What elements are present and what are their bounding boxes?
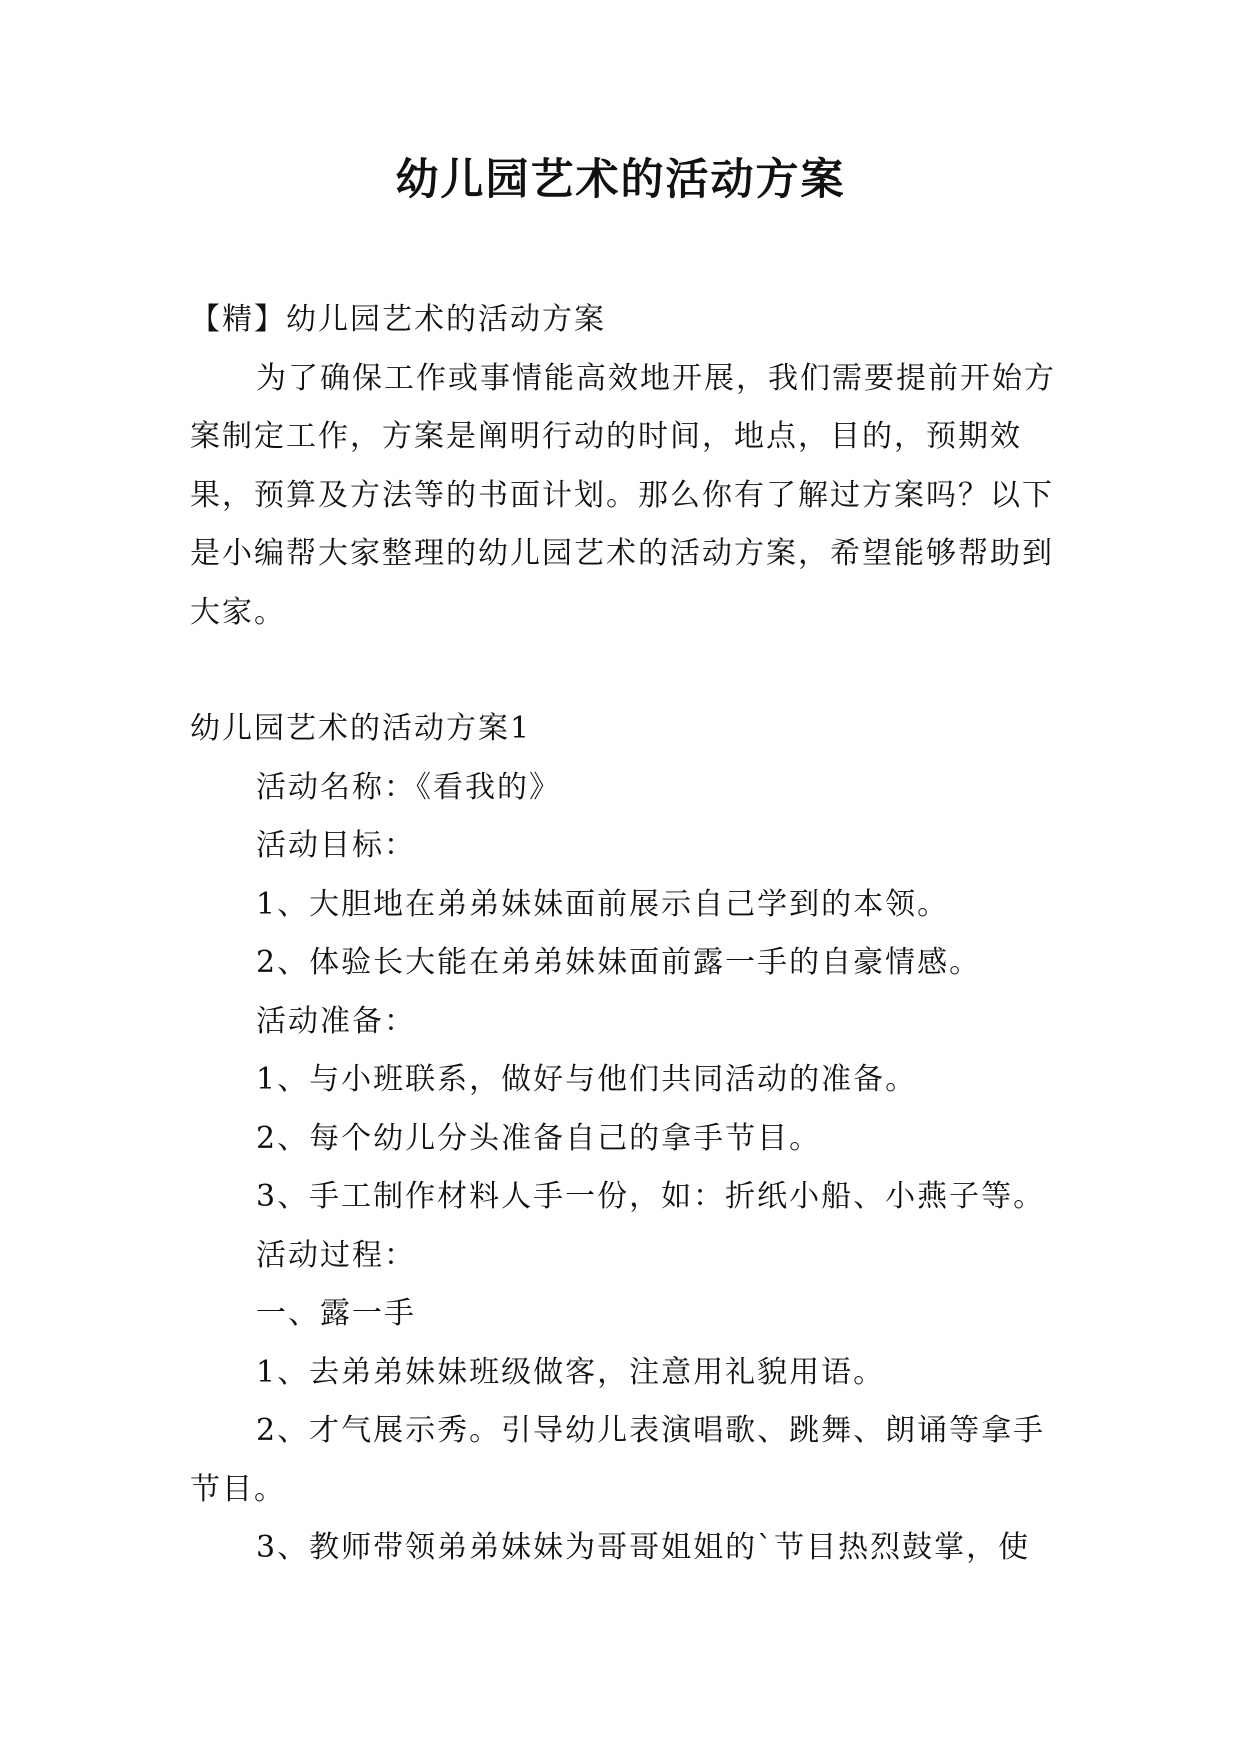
body-line: 1、去弟弟妹妹班级做客，注意用礼貌用语。 <box>256 1354 886 1390</box>
section-title: 幼儿园艺术的活动方案1 <box>190 711 532 746</box>
body-line: 活动目标： <box>256 828 416 863</box>
document-subtitle: 【精】幼儿园艺术的活动方案 <box>190 302 606 337</box>
body-line: 一、露一手 <box>256 1296 416 1331</box>
body-line: 3、教师带领弟弟妹妹为哥哥姐姐的`节目热烈鼓掌，使 <box>256 1530 1031 1565</box>
body-line: 2、体验长大能在弟弟妹妹面前露一手的自豪情感。 <box>256 945 982 980</box>
body-line: 1、与小班联系，做好与他们共同活动的准备。 <box>256 1062 918 1097</box>
body-line: 活动名称：《看我的》 <box>256 769 561 805</box>
body-line: 2、才气展示秀。引导幼儿表演唱歌、跳舞、朗诵等拿手节目。 <box>190 1413 1046 1507</box>
body-line: 活动过程： <box>256 1237 416 1273</box>
document-title: 幼儿园艺术的活动方案 <box>395 155 846 205</box>
document-body <box>190 291 1060 1578</box>
body-line: 2、每个幼儿分头准备自己的拿手节目。 <box>256 1120 822 1156</box>
body-line: 活动准备： <box>256 1003 416 1039</box>
body-line: 1、大胆地在弟弟妹妹面前展示自己学到的本领。 <box>256 886 950 922</box>
intro-paragraph: 为了确保工作或事情能高效地开展，我们需要提前开始方案制定工作，方案是阐明行动的时间，地点，目的，预期效果，预算及方法等的书面计划。那么你有了解过方案吗？以下是小编帮大家整理的幼儿园艺术的活动方案，希望能够帮助到大家。 <box>190 360 1056 630</box>
paragraph-gap <box>190 642 1060 700</box>
body-line: 3、手工制作材料人手一份，如：折纸小船、小燕子等。 <box>256 1179 1046 1214</box>
